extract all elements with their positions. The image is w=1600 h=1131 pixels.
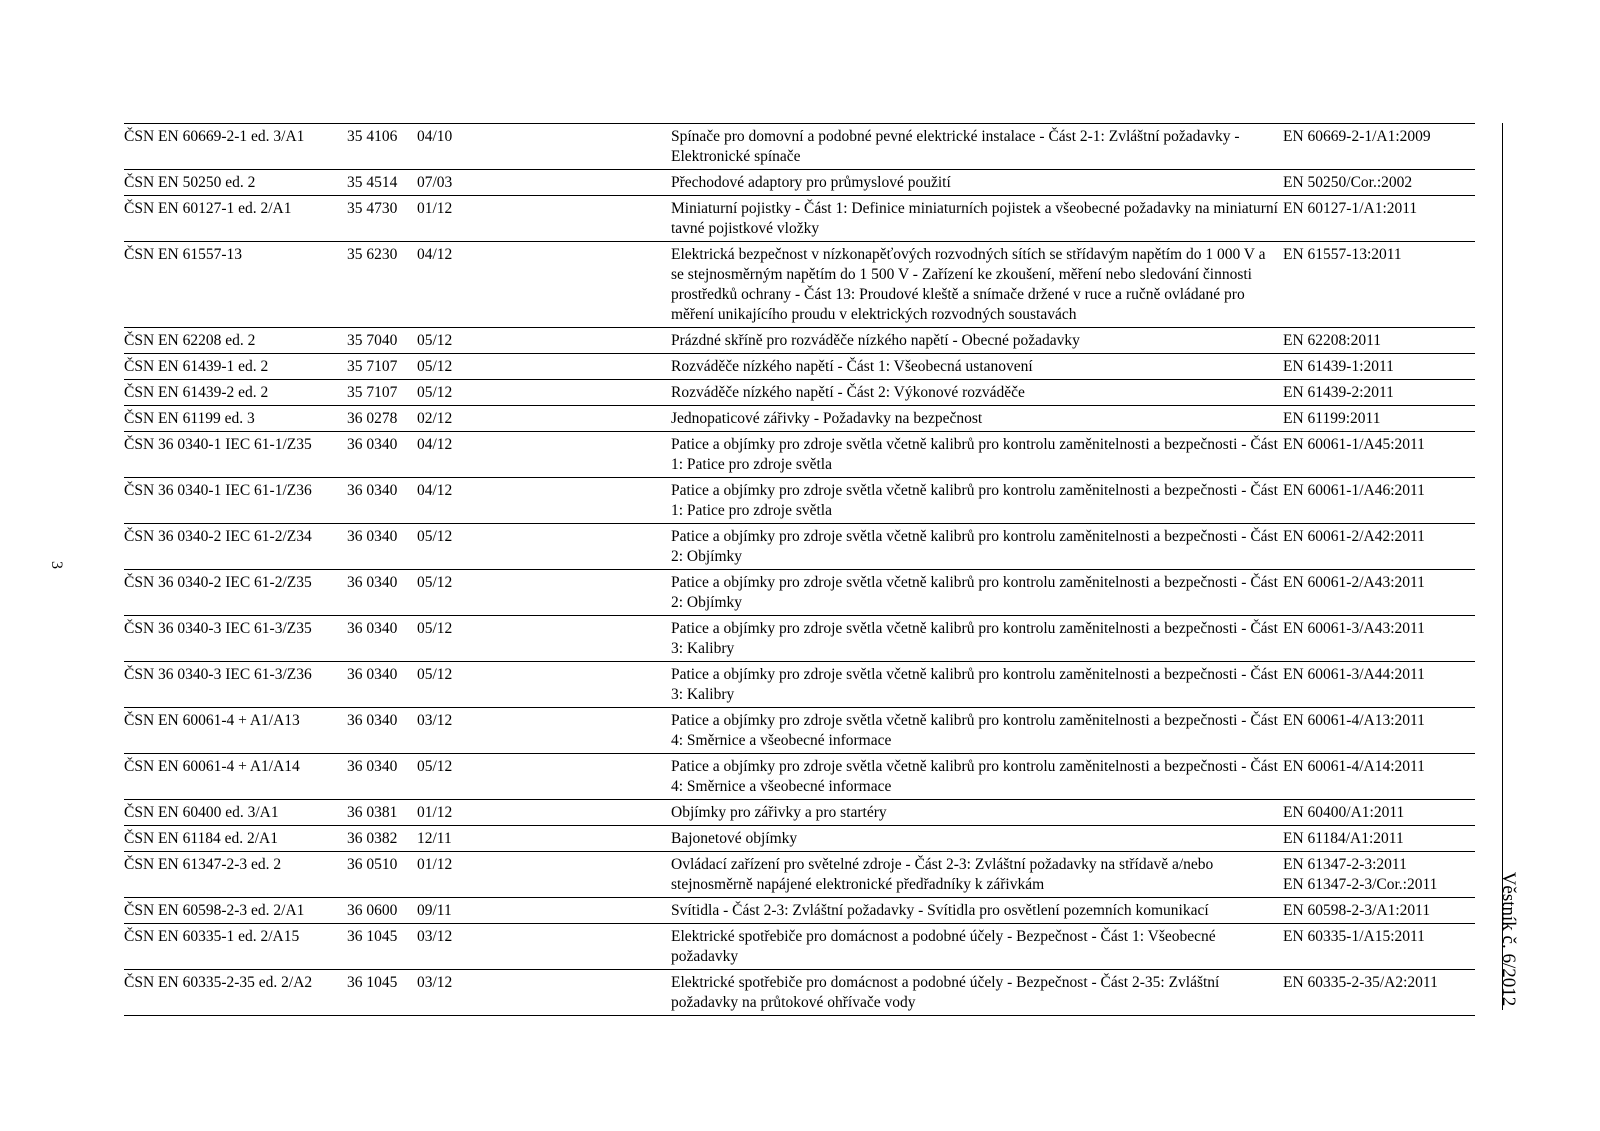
csn-designation: ČSN EN 60598-2-3 ed. 2/A1 [124,902,305,919]
en-reference-line: EN 60061-1/A46:2011 [1283,482,1425,499]
en-reference-line: EN 61439-1:2011 [1283,358,1394,375]
table-row [124,328,1475,354]
classification-code: 35 7107 [347,358,398,375]
standards-table [124,123,1475,1016]
table-row [124,170,1475,196]
en-reference-line: EN 60061-2/A43:2011 [1283,574,1425,591]
standard-title: Patice a objímky pro zdroje světla včetně kalibrů pro kontrolu zaměnitelnosti a bezpečnosti - Část 4: Směrnice a všeobecné informace [671,712,1278,749]
en-reference [1283,406,1475,432]
standard-title: Patice a objímky pro zdroje světla včetně kalibrů pro kontrolu zaměnitelnosti a bezpečnosti - Část 3: Kalibry [671,620,1278,657]
table-row [124,800,1475,826]
en-reference-line: EN 60061-2/A42:2011 [1283,528,1425,545]
csn-designation: ČSN EN 50250 ed. 2 [124,174,256,191]
standard-title: Rozváděče nízkého napětí - Část 2: Výkonové rozváděče [671,384,1025,401]
en-reference [1283,570,1475,616]
classification-code: 35 4106 [347,128,398,145]
csn-designation: ČSN EN 61184 ed. 2/A1 [124,830,278,847]
table-row [124,196,1475,242]
classification-code: 35 4730 [347,200,398,217]
en-reference-line: EN 60061-4/A13:2011 [1283,712,1425,729]
standard-title: Spínače pro domovní a podobné pevné elektrické instalace - Část 2-1: Zvláštní požadavky - Elektronické spínače [671,128,1240,165]
classification-code: 36 0340 [347,436,398,453]
en-reference [1283,800,1475,826]
en-reference-line: EN 60335-1/A15:2011 [1283,928,1425,945]
publication-header: Věstník č. 6/2012 [1498,871,1519,1007]
en-reference-line: EN 61439-2:2011 [1283,384,1394,401]
issue-date: 03/12 [417,928,453,945]
en-reference [1283,478,1475,524]
en-reference [1283,616,1475,662]
standard-title: Elektrické spotřebiče pro domácnost a podobné účely - Bezpečnost - Část 1: Všeobecné požadavky [671,928,1216,965]
classification-code: 36 0381 [347,804,398,821]
issue-date: 05/12 [417,332,453,349]
classification-code: 35 4514 [347,174,398,191]
issue-date: 09/11 [417,902,452,919]
standard-title: Svítidla - Část 2-3: Zvláštní požadavky - Svítidla pro osvětlení pozemních komunikací [671,902,1209,919]
classification-code: 35 6230 [347,246,398,263]
en-reference-line: EN 60061-3/A43:2011 [1283,620,1425,637]
table-row [124,524,1475,570]
issue-date: 05/12 [417,666,453,683]
issue-date: 05/12 [417,358,453,375]
table-row [124,124,1475,170]
classification-code: 35 7040 [347,332,398,349]
en-reference [1283,196,1475,242]
en-reference [1283,708,1475,754]
table-row [124,754,1475,800]
issue-date: 04/12 [417,482,453,499]
csn-designation: ČSN 36 0340-2 IEC 61-2/Z34 [124,528,312,545]
table-row [124,898,1475,924]
csn-designation: ČSN 36 0340-3 IEC 61-3/Z35 [124,620,312,637]
issue-date: 01/12 [417,200,453,217]
csn-designation: ČSN EN 62208 ed. 2 [124,332,256,349]
csn-designation: ČSN EN 60127-1 ed. 2/A1 [124,200,292,217]
classification-code: 36 0340 [347,482,398,499]
classification-code: 36 0340 [347,620,398,637]
csn-designation: ČSN EN 60669-2-1 ed. 3/A1 [124,128,305,145]
en-reference [1283,662,1475,708]
standard-title: Přechodové adaptory pro průmyslové použití [671,174,951,191]
classification-code: 36 0340 [347,758,398,775]
standard-title: Patice a objímky pro zdroje světla včetně kalibrů pro kontrolu zaměnitelnosti a bezpečnosti - Část 4: Směrnice a všeobecné informace [671,758,1278,795]
issue-date: 05/12 [417,574,453,591]
en-reference-line: EN 61557-13:2011 [1283,246,1402,263]
en-reference-line: EN 61347-2-3:2011 [1283,856,1407,873]
classification-code: 36 1045 [347,974,398,991]
standard-title: Patice a objímky pro zdroje světla včetně kalibrů pro kontrolu zaměnitelnosti a bezpečnosti - Část 1: Patice pro zdroje světla [671,482,1278,519]
csn-designation: ČSN 36 0340-2 IEC 61-2/Z35 [124,574,312,591]
csn-designation: ČSN EN 61347-2-3 ed. 2 [124,856,282,873]
classification-code: 36 0278 [347,410,398,427]
en-reference [1283,380,1475,406]
en-reference [1283,754,1475,800]
table-row [124,924,1475,970]
standard-title: Miniaturní pojistky - Část 1: Definice miniaturních pojistek a všeobecné požadavky na miniaturní tavné pojistkové vložky [671,200,1278,237]
standard-title: Jednopaticové zářivky - Požadavky na bezpečnost [671,410,983,427]
en-reference-line: EN 62208:2011 [1283,332,1382,349]
en-reference [1283,898,1475,924]
standard-title: Patice a objímky pro zdroje světla včetně kalibrů pro kontrolu zaměnitelnosti a bezpečnosti - Část 2: Objímky [671,528,1278,565]
classification-code: 36 0340 [347,528,398,545]
csn-designation: ČSN 36 0340-1 IEC 61-1/Z35 [124,436,312,453]
issue-date: 01/12 [417,804,453,821]
table-row [124,570,1475,616]
standard-title: Objímky pro zářivky a pro startéry [671,804,887,821]
issue-date: 04/10 [417,128,453,145]
issue-date: 05/12 [417,620,453,637]
en-reference-line: EN 60400/A1:2011 [1283,804,1405,821]
issue-date: 12/11 [417,830,452,847]
csn-designation: ČSN EN 61199 ed. 3 [124,410,255,427]
issue-date: 02/12 [417,410,453,427]
csn-designation: ČSN EN 61439-1 ed. 2 [124,358,269,375]
table-row [124,242,1475,328]
en-reference [1283,524,1475,570]
en-reference [1283,328,1475,354]
en-reference [1283,242,1475,328]
en-reference-line: EN 60061-1/A45:2011 [1283,436,1425,453]
standard-title: Patice a objímky pro zdroje světla včetně kalibrů pro kontrolu zaměnitelnosti a bezpečnosti - Část 1: Patice pro zdroje světla [671,436,1278,473]
table-row [124,708,1475,754]
classification-code: 36 1045 [347,928,398,945]
csn-designation: ČSN EN 61557-13 [124,246,242,263]
standard-title: Elektrická bezpečnost v nízkonapěťových rozvodných sítích se střídavým napětím do 1 000 V a se stejnosměrným napětím do 1 500 V - Zařízení ke zkoušení, měření nebo sledování činnosti prostředků ochrany - Část 13: Proudové kleště a snímače držené v ruce a ručně ovládané pro měření unikajícího proudu v elektrických rozvodných soustavách [671,246,1266,323]
en-reference-line: EN 50250/Cor.:2002 [1283,174,1413,191]
csn-designation: ČSN 36 0340-1 IEC 61-1/Z36 [124,482,312,499]
standard-title: Patice a objímky pro zdroje světla včetně kalibrů pro kontrolu zaměnitelnosti a bezpečnosti - Část 2: Objímky [671,574,1278,611]
issue-date: 05/12 [417,758,453,775]
classification-code: 36 0340 [347,666,398,683]
standard-title: Ovládací zařízení pro světelné zdroje - Část 2-3: Zvláštní požadavky na střídavě a/nebo stejnosměrně napájené elektronické předřadníky k zářivkám [671,856,1214,893]
en-reference [1283,826,1475,852]
standard-title: Rozváděče nízkého napětí - Část 1: Všeobecná ustanovení [671,358,1033,375]
csn-designation: ČSN EN 60061-4 + A1/A14 [124,758,300,775]
en-reference [1283,124,1475,170]
en-reference-line: EN 60335-2-35/A2:2011 [1283,974,1438,991]
issue-date: 01/12 [417,856,453,873]
classification-code: 36 0340 [347,712,398,729]
en-reference-line: EN 61199:2011 [1283,410,1381,427]
classification-code: 36 0510 [347,856,398,873]
en-reference-line: EN 60061-3/A44:2011 [1283,666,1425,683]
issue-date: 03/12 [417,712,453,729]
table-row [124,662,1475,708]
csn-designation: ČSN EN 61439-2 ed. 2 [124,384,269,401]
csn-designation: ČSN EN 60335-1 ed. 2/A15 [124,928,300,945]
en-reference [1283,852,1475,898]
csn-designation: ČSN EN 60061-4 + A1/A13 [124,712,300,729]
en-reference-line: EN 60061-4/A14:2011 [1283,758,1425,775]
en-reference [1283,970,1475,1016]
table-row [124,354,1475,380]
issue-date: 04/12 [417,246,453,263]
en-reference [1283,170,1475,196]
table-row [124,406,1475,432]
table-row [124,852,1475,898]
csn-designation: ČSN 36 0340-3 IEC 61-3/Z36 [124,666,312,683]
en-reference-line: EN 61184/A1:2011 [1283,830,1404,847]
standard-title: Bajonetové objímky [671,830,798,847]
issue-date: 04/12 [417,436,453,453]
en-reference-line: EN 60127-1/A1:2011 [1283,200,1418,217]
standard-title: Elektrické spotřebiče pro domácnost a podobné účely - Bezpečnost - Část 2-35: Zvláštní požadavky na průtokové ohřívače vody [671,974,1220,1011]
en-reference [1283,432,1475,478]
en-reference [1283,924,1475,970]
en-reference-line: EN 60598-2-3/A1:2011 [1283,902,1431,919]
issue-date: 05/12 [417,528,453,545]
table-row [124,826,1475,852]
standard-title: Prázdné skříně pro rozváděče nízkého napětí - Obecné požadavky [671,332,1080,349]
classification-code: 36 0600 [347,902,398,919]
classification-code: 36 0382 [347,830,398,847]
table-row [124,616,1475,662]
page-number: 3 [48,561,65,569]
issue-date: 07/03 [417,174,453,191]
classification-code: 35 7107 [347,384,398,401]
classification-code: 36 0340 [347,574,398,591]
issue-date: 03/12 [417,974,453,991]
en-reference-line: EN 61347-2-3/Cor.:2011 [1283,876,1438,893]
en-reference [1283,354,1475,380]
table-row [124,478,1475,524]
en-reference-line: EN 60669-2-1/A1:2009 [1283,128,1431,145]
issue-date: 05/12 [417,384,453,401]
csn-designation: ČSN EN 60335-2-35 ed. 2/A2 [124,974,313,991]
standards-table-body [124,124,1475,1016]
csn-designation: ČSN EN 60400 ed. 3/A1 [124,804,279,821]
table-row [124,432,1475,478]
table-row [124,970,1475,1016]
standard-title: Patice a objímky pro zdroje světla včetně kalibrů pro kontrolu zaměnitelnosti a bezpečnosti - Část 3: Kalibry [671,666,1278,703]
table-row [124,380,1475,406]
